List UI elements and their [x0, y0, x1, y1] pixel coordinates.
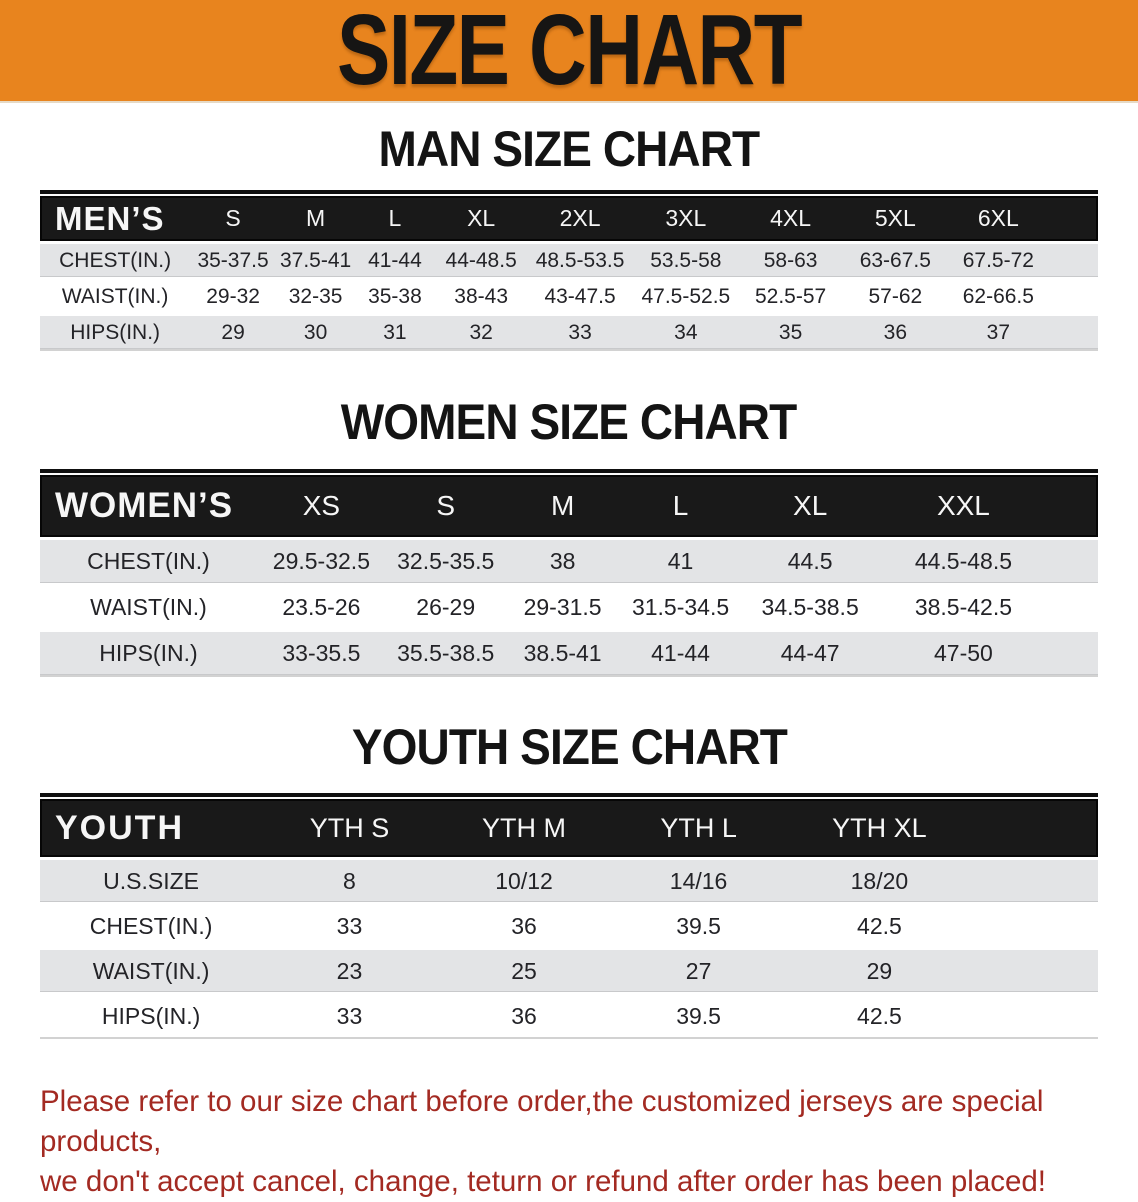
youth-row-1-value-2: 39.5	[676, 912, 721, 939]
men-row-1-value-3: 38-43	[454, 284, 509, 308]
men-row-2-value-0: 29	[221, 320, 245, 344]
men-column-header-1: M	[306, 205, 326, 231]
youth-row-0-value-0: 8	[343, 867, 356, 894]
women-row-2-value-2: 38.5-41	[523, 640, 602, 666]
men-column-header-8: 6XL	[977, 205, 1019, 231]
youth-corner-label: YOUTH	[55, 808, 184, 847]
women-column-header-0: XS	[302, 490, 341, 521]
footer-note	[40, 1082, 1100, 1202]
women-heading	[0, 394, 1138, 450]
men-row-0-value-6: 58-63	[763, 248, 818, 272]
youth-row-0-label: U.S.SIZE	[103, 867, 200, 894]
banner-title: SIZE CHART	[337, 0, 801, 106]
youth-row-2-value-1: 25	[511, 957, 537, 984]
men-row-1-value-4: 43-47.5	[544, 284, 616, 308]
youth-row-2-value-0: 23	[336, 957, 363, 984]
men-column-header-5: 3XL	[665, 205, 707, 231]
men-row-2-label: HIPS(IN.)	[70, 320, 161, 344]
youth-row-2-value-3: 29	[866, 957, 893, 984]
women-row-1-value-0: 23.5-26	[282, 594, 361, 620]
women-row-1-value-1: 26-29	[416, 594, 476, 620]
men-table-row-0	[40, 241, 1098, 277]
men-row-2-value-7: 36	[883, 320, 907, 344]
youth-column-header-3: YTH XL	[832, 812, 927, 843]
men-table-row-1	[40, 277, 1098, 313]
youth-table-row-2	[40, 947, 1098, 992]
women-row-0-value-3: 41	[667, 548, 694, 574]
women-row-0-value-5: 44.5-48.5	[914, 548, 1013, 574]
women-column-header-4: XL	[793, 490, 828, 521]
men-row-0-value-4: 48.5-53.5	[535, 248, 625, 272]
men-column-header-3: XL	[467, 205, 496, 231]
youth-row-3-value-2: 39.5	[676, 1002, 721, 1029]
women-row-2-value-5: 47-50	[934, 640, 993, 666]
men-column-header-6: 4XL	[770, 205, 812, 231]
women-row-0-value-2: 38	[549, 548, 576, 574]
women-row-0-value-4: 44.5	[787, 548, 833, 574]
men-row-1-value-0: 29-32	[206, 284, 260, 308]
men-column-header-0: S	[225, 205, 241, 231]
men-row-1-value-2: 35-38	[368, 284, 422, 308]
men-row-2-value-4: 33	[568, 320, 592, 344]
youth-row-3-value-3: 42.5	[857, 1002, 902, 1029]
men-row-1-value-7: 57-62	[868, 284, 923, 308]
women-row-1-value-2: 29-31.5	[523, 594, 602, 620]
men-row-0-label: CHEST(IN.)	[59, 248, 172, 272]
women-table-row-0	[40, 537, 1098, 583]
men-row-2-value-3: 32	[469, 320, 493, 344]
women-row-0-label: CHEST(IN.)	[87, 548, 210, 574]
men-row-1-value-5: 47.5-52.5	[641, 284, 731, 308]
men-heading-text: MAN SIZE CHART	[378, 121, 760, 177]
women-row-2-label: HIPS(IN.)	[99, 640, 198, 666]
section-youth	[0, 719, 1138, 1039]
women-table	[40, 469, 1098, 677]
youth-row-1-value-3: 42.5	[857, 912, 902, 939]
men-row-1-value-6: 52.5-57	[754, 284, 827, 308]
men-row-2-value-6: 35	[778, 320, 803, 344]
men-column-header-2: L	[388, 205, 402, 231]
men-row-0-value-3: 44-48.5	[445, 248, 517, 272]
men-row-2-value-2: 31	[383, 320, 407, 344]
youth-row-0-value-1: 10/12	[495, 867, 553, 894]
youth-row-2-label: WAIST(IN.)	[92, 957, 210, 984]
youth-row-1-label: CHEST(IN.)	[89, 912, 213, 939]
men-row-2-value-1: 30	[303, 320, 328, 344]
banner	[0, 0, 1138, 106]
men-table	[40, 190, 1098, 351]
footer-line-1: Please refer to our size chart before order,the customized jerseys are special products,	[40, 1085, 1044, 1158]
women-row-1-label: WAIST(IN.)	[90, 594, 207, 620]
women-row-2-value-3: 41-44	[651, 640, 710, 666]
men-heading	[0, 121, 1138, 177]
women-table-header	[40, 473, 1098, 537]
youth-table-row-0	[40, 857, 1098, 902]
women-row-2-value-0: 33-35.5	[282, 640, 361, 666]
youth-table-header	[40, 797, 1098, 857]
women-column-header-1: S	[436, 490, 456, 521]
youth-column-header-1: YTH M	[482, 812, 567, 843]
footer-line-2: we don't accept cancel, change, teturn or refund after order has been placed!	[40, 1165, 1046, 1198]
men-row-2-value-5: 34	[674, 320, 698, 344]
section-men	[0, 121, 1138, 351]
women-row-1-value-3: 31.5-34.5	[631, 594, 730, 620]
youth-table-row-3	[40, 992, 1098, 1037]
size-charts	[0, 121, 1138, 1039]
women-row-1-value-5: 38.5-42.5	[914, 594, 1013, 620]
youth-table	[40, 793, 1098, 1039]
men-row-0-value-5: 53.5-58	[650, 248, 722, 272]
youth-row-3-value-1: 36	[511, 1002, 537, 1029]
youth-row-2-value-2: 27	[685, 957, 712, 984]
men-row-0-value-0: 35-37.5	[197, 248, 269, 272]
youth-heading	[0, 719, 1138, 775]
youth-row-0-value-3: 18/20	[850, 867, 909, 894]
men-table-header	[40, 194, 1098, 241]
women-row-2-value-1: 35.5-38.5	[397, 640, 495, 666]
youth-column-header-0: YTH S	[309, 812, 390, 843]
men-row-1-label: WAIST(IN.)	[61, 284, 169, 308]
women-table-row-2	[40, 629, 1098, 675]
men-row-0-value-7: 63-67.5	[859, 248, 931, 272]
youth-heading-text: YOUTH SIZE CHART	[351, 719, 787, 775]
youth-row-3-label: HIPS(IN.)	[101, 1002, 201, 1029]
men-column-header-7: 5XL	[874, 205, 916, 231]
youth-column-header-2: YTH L	[660, 812, 737, 843]
women-column-header-2: M	[550, 490, 575, 521]
youth-row-1-value-1: 36	[511, 912, 537, 939]
women-corner-label: WOMEN’S	[55, 486, 234, 525]
women-row-0-value-0: 29.5-32.5	[272, 548, 370, 574]
men-row-0-value-1: 37.5-41	[279, 248, 352, 272]
men-row-0-value-2: 41-44	[368, 248, 422, 272]
women-row-1-value-4: 34.5-38.5	[761, 594, 859, 620]
women-row-0-value-1: 32.5-35.5	[397, 548, 495, 574]
women-table-row-1	[40, 583, 1098, 629]
men-row-1-value-1: 32-35	[288, 284, 343, 308]
women-row-2-value-4: 44-47	[780, 640, 840, 666]
youth-table-row-1	[40, 902, 1098, 947]
women-column-header-5: XXL	[936, 490, 990, 521]
men-column-header-4: 2XL	[559, 205, 601, 231]
men-row-0-value-8: 67.5-72	[962, 248, 1034, 272]
youth-row-1-value-0: 33	[336, 912, 363, 939]
men-row-1-value-8: 62-66.5	[962, 284, 1034, 308]
men-table-row-2	[40, 313, 1098, 349]
women-heading-text: WOMEN SIZE CHART	[341, 394, 797, 450]
men-row-2-value-8: 37	[986, 320, 1011, 344]
men-corner-label: MEN’S	[55, 199, 165, 237]
women-column-header-3: L	[672, 490, 689, 521]
youth-row-3-value-0: 33	[336, 1002, 363, 1029]
section-women	[0, 394, 1138, 677]
youth-row-0-value-2: 14/16	[669, 867, 728, 894]
